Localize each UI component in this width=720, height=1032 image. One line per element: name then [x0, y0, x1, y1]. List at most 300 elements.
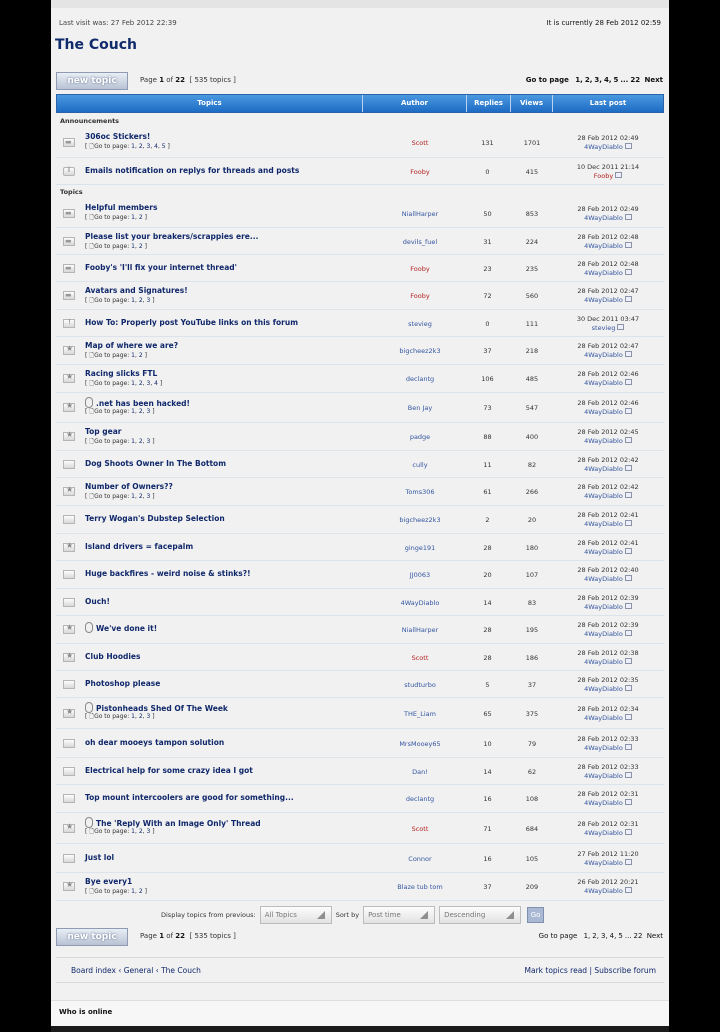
- pagination-top: Go to page 1, 2, 3, 4, 5 ... 22 Next: [525, 76, 663, 84]
- last-post: [549, 790, 667, 808]
- view-latest-post-icon[interactable]: [625, 548, 632, 554]
- view-latest-post-icon[interactable]: [625, 772, 632, 778]
- topic-status-icon: [63, 432, 75, 441]
- view-latest-post-icon[interactable]: [617, 324, 624, 330]
- topic-count: [ 535 topics ]: [189, 932, 236, 940]
- topic-title-wrap: [85, 203, 157, 212]
- last-post-author[interactable]: 4WayDiablo: [584, 269, 623, 277]
- last-post-author[interactable]: 4WayDiablo: [584, 829, 623, 837]
- new-topic-bottom[interactable]: [56, 928, 128, 946]
- topic-title-wrap: [85, 132, 150, 141]
- last-post-author[interactable]: 4WayDiablo: [584, 520, 623, 528]
- topic-pagination: [ 🗋Go to page: 1, 2 ]: [85, 243, 147, 250]
- view-latest-post-icon[interactable]: [625, 744, 632, 750]
- page-link[interactable]: 2: [592, 932, 597, 940]
- last-post: [549, 676, 667, 694]
- last-post-author[interactable]: 4WayDiablo: [584, 799, 623, 807]
- last-post-author[interactable]: 4WayDiablo: [584, 658, 623, 666]
- topic-views: 108: [525, 795, 539, 803]
- view-latest-post-icon[interactable]: [625, 658, 632, 664]
- topic-author[interactable]: Blaze tub tom: [397, 883, 443, 891]
- topic-page-link[interactable]: 3: [146, 493, 151, 500]
- topic-replies: 0: [485, 168, 490, 176]
- topic-author[interactable]: MrsMooey65: [399, 740, 441, 748]
- topic-page-link[interactable]: 1: [131, 438, 135, 445]
- topic-status-icon: [63, 653, 75, 662]
- forum-title[interactable]: The Couch: [55, 37, 138, 53]
- topic-author[interactable]: NiallHarper: [401, 626, 439, 634]
- topic-title-link[interactable]: Electrical help for some crazy idea I got: [85, 766, 253, 775]
- view-latest-post-icon[interactable]: [625, 242, 632, 248]
- topic-author[interactable]: Ben Jay: [407, 404, 433, 412]
- topic-author[interactable]: bigcheez2k3: [399, 347, 441, 355]
- view-latest-post-icon[interactable]: [625, 799, 632, 805]
- last-post-author[interactable]: 4WayDiablo: [584, 887, 623, 895]
- page-link[interactable]: 4: [603, 76, 609, 84]
- topic-views: 560: [525, 292, 539, 300]
- last-post-date: 28 Feb 2012 02:39: [577, 621, 639, 629]
- topic-pagination: [ 🗋Go to page: 1, 2, 3 ]: [85, 828, 155, 835]
- topic-page-link[interactable]: 3: [146, 380, 151, 387]
- page-icon: 🗋: [89, 713, 95, 720]
- last-post-date: 28 Feb 2012 02:47: [577, 287, 639, 295]
- last-post-date: 28 Feb 2012 02:49: [577, 205, 639, 213]
- topic-page-link[interactable]: 3: [146, 143, 151, 150]
- topic-title-link[interactable]: We've done it!: [96, 624, 158, 633]
- topic-page-link[interactable]: 1: [131, 214, 135, 221]
- topic-title-link[interactable]: Please list your breakers/scrappies ere...: [85, 232, 259, 241]
- topic-title-wrap: [85, 542, 193, 551]
- topic-status-icon: [63, 739, 75, 748]
- topic-replies: 61: [483, 488, 492, 496]
- topic-author[interactable]: bigcheez2k3: [399, 516, 441, 524]
- topic-page-link[interactable]: 2: [138, 243, 143, 250]
- col-topics: Topics: [57, 95, 363, 112]
- topic-page-link[interactable]: 1: [131, 380, 135, 387]
- topic-pagination: [ 🗋Go to page: 1, 2, 3 ]: [85, 438, 155, 445]
- pagination-bottom: Go to page 1, 2, 3, 4, 5 ... 22 Next: [538, 932, 663, 940]
- page-icon: 🗋: [89, 888, 95, 895]
- next-link[interactable]: Next: [644, 76, 663, 84]
- topic-page-link[interactable]: 2: [138, 713, 143, 720]
- topic-title-link[interactable]: The 'Reply With an Image Only' Thread: [96, 819, 261, 828]
- topic-title-wrap: [85, 482, 173, 491]
- topic-page-link[interactable]: 3: [146, 297, 151, 304]
- topic-title-link[interactable]: Fooby's 'I'll fix your internet thread': [85, 263, 237, 272]
- new-topic-top[interactable]: [56, 72, 128, 90]
- topic-author[interactable]: Fooby: [410, 168, 430, 176]
- topic-title-link[interactable]: Just lol: [85, 853, 115, 862]
- topic-replies: 31: [483, 238, 492, 246]
- topic-replies: 2: [485, 516, 490, 524]
- topic-status-icon: [63, 403, 75, 412]
- page-link[interactable]: 5: [618, 932, 623, 940]
- topic-page-link[interactable]: 1: [131, 493, 135, 500]
- topic-page-link[interactable]: 2: [138, 408, 143, 415]
- topic-page-link[interactable]: 3: [146, 408, 151, 415]
- topic-status-icon: [63, 794, 75, 803]
- topic-page-link[interactable]: 2: [138, 214, 143, 221]
- topic-row: [56, 644, 664, 671]
- topic-row: [56, 228, 664, 255]
- topic-title-wrap: [85, 341, 178, 350]
- topic-page-link[interactable]: 4: [154, 143, 158, 150]
- page-icon: 🗋: [89, 493, 95, 500]
- topic-title-link[interactable]: oh dear mooeys tampon solution: [85, 738, 225, 747]
- subscribe-forum-link[interactable]: Subscribe forum: [594, 966, 656, 975]
- forum-actions: Mark topics read | Subscribe forum: [524, 966, 656, 975]
- page-ellipsis: ...: [620, 76, 629, 84]
- topic-author[interactable]: 4WayDiablo: [400, 599, 440, 607]
- mark-topics-read-link[interactable]: Mark topics read: [524, 966, 588, 975]
- topic-status-icon: [63, 346, 75, 355]
- view-latest-post-icon[interactable]: [625, 351, 632, 357]
- view-latest-post-icon[interactable]: [625, 296, 632, 302]
- last-post-author[interactable]: 4WayDiablo: [584, 772, 623, 780]
- topic-title-link[interactable]: Huge backfires - weird noise & stinks?!: [85, 569, 251, 578]
- page-link[interactable]: 22: [633, 932, 643, 940]
- topic-title-wrap: [85, 569, 251, 578]
- last-post: [549, 539, 667, 557]
- topic-title-link[interactable]: How To: Properly post YouTube links on this forum: [85, 318, 299, 327]
- topic-replies: 131: [481, 139, 494, 147]
- topic-author[interactable]: Connor: [408, 855, 432, 863]
- topic-author[interactable]: ginge191: [404, 544, 436, 552]
- last-post: [549, 163, 667, 181]
- topic-page-link[interactable]: 1: [131, 243, 135, 250]
- topic-author[interactable]: declantg: [405, 375, 435, 383]
- topic-title-wrap: [85, 597, 110, 606]
- topic-views: 82: [527, 461, 537, 469]
- topic-page-link[interactable]: 2: [138, 380, 143, 387]
- topic-status-icon: [63, 680, 75, 689]
- last-post-author[interactable]: 4WayDiablo: [584, 437, 623, 445]
- page-icon: 🗋: [89, 243, 95, 250]
- page-link[interactable]: 3: [600, 932, 606, 940]
- last-post: [549, 260, 667, 278]
- topic-title-link[interactable]: Pistonheads Shed Of The Week: [96, 704, 228, 713]
- last-post-date: 28 Feb 2012 02:31: [577, 820, 639, 828]
- topic-page-link[interactable]: 1: [131, 713, 135, 720]
- last-post-date: 10 Dec 2011 21:14: [576, 163, 640, 171]
- topic-page-link[interactable]: 5: [161, 143, 166, 150]
- topic-page-link[interactable]: 2: [138, 493, 143, 500]
- new-topic-button[interactable]: new topic: [56, 72, 128, 90]
- topic-title-wrap: [85, 232, 258, 241]
- topic-replies: 10: [483, 740, 492, 748]
- topic-author[interactable]: Fooby: [410, 292, 430, 300]
- topic-page-link[interactable]: 1: [131, 828, 135, 835]
- topic-views: 218: [525, 347, 539, 355]
- topic-status-icon: [63, 543, 75, 552]
- topic-pagination: [ 🗋Go to page: 1, 2, 3 ]: [85, 297, 155, 304]
- topic-page-link[interactable]: 1: [131, 352, 135, 359]
- last-post-author[interactable]: 4WayDiablo: [584, 714, 623, 722]
- last-post: [549, 315, 667, 333]
- view-latest-post-icon[interactable]: [615, 172, 622, 178]
- topic-author[interactable]: stevieg: [408, 320, 432, 328]
- view-latest-post-icon[interactable]: [625, 887, 632, 893]
- topic-pagination: [ 🗋Go to page: 1, 2, 3 ]: [85, 713, 155, 720]
- topic-author[interactable]: declantg: [405, 795, 435, 803]
- page-icon: 🗋: [89, 438, 95, 445]
- topic-status-icon: [63, 709, 75, 718]
- last-post: [549, 287, 667, 305]
- footer-nav: [56, 957, 664, 983]
- view-latest-post-icon[interactable]: [625, 714, 632, 720]
- topic-views: 186: [525, 654, 539, 662]
- topic-title-wrap: [85, 369, 157, 378]
- last-post-date: 28 Feb 2012 02:35: [577, 676, 639, 684]
- top-strip: [51, 0, 669, 8]
- topic-status-icon: [63, 767, 75, 776]
- view-latest-post-icon[interactable]: [625, 603, 632, 609]
- topic-replies: 16: [483, 855, 492, 863]
- topic-title-link[interactable]: Dog Shoots Owner In The Bottom: [85, 459, 227, 468]
- topic-row: [56, 282, 664, 310]
- last-post-author[interactable]: Fooby: [593, 172, 614, 180]
- last-post-author[interactable]: 4WayDiablo: [584, 351, 623, 359]
- topic-page-link[interactable]: 1: [131, 297, 135, 304]
- topic-page-link[interactable]: 2: [138, 828, 143, 835]
- topic-title-link[interactable]: Number of Owners??: [85, 482, 173, 491]
- view-latest-post-icon[interactable]: [625, 465, 632, 471]
- last-post-author[interactable]: 4WayDiablo: [584, 408, 623, 416]
- go-button[interactable]: Go: [527, 907, 544, 923]
- breadcrumb-general[interactable]: General: [123, 966, 154, 975]
- topic-pagination: [ 🗋Go to page: 1, 2, 3 ]: [85, 493, 155, 500]
- last-post-author[interactable]: 4WayDiablo: [584, 685, 623, 693]
- last-post-author[interactable]: 4WayDiablo: [584, 575, 623, 583]
- topic-title-link[interactable]: Racing slicks FTL: [85, 369, 158, 378]
- topic-row: [56, 698, 664, 729]
- last-post: [549, 621, 667, 639]
- order-select[interactable]: Descending: [439, 906, 521, 924]
- topic-views: 62: [527, 768, 537, 776]
- topic-author[interactable]: Toms306: [405, 488, 435, 496]
- topic-title-link[interactable]: Club Hoodies: [85, 652, 141, 661]
- page-link[interactable]: 4: [609, 932, 615, 940]
- last-post-author[interactable]: 4WayDiablo: [584, 630, 623, 638]
- new-topic-button[interactable]: new topic: [56, 928, 128, 946]
- topic-status-icon: [63, 167, 75, 176]
- last-post-date: 28 Feb 2012 02:47: [577, 342, 639, 350]
- topic-views: 235: [525, 265, 539, 273]
- topic-pagination: [ 🗋Go to page: 1, 2 ]: [85, 214, 147, 221]
- last-post-author[interactable]: 4WayDiablo: [584, 548, 623, 556]
- topic-title-link[interactable]: Bye every1: [85, 877, 133, 886]
- topic-status-icon: [63, 291, 75, 300]
- page-icon: 🗋: [89, 828, 95, 835]
- topic-page-link[interactable]: 2: [138, 297, 143, 304]
- topic-replies: 28: [483, 544, 492, 552]
- topic-page-link[interactable]: 3: [146, 828, 151, 835]
- last-post: [549, 205, 667, 223]
- page-link[interactable]: 5: [613, 76, 619, 84]
- topic-views: 107: [525, 571, 539, 579]
- view-latest-post-icon[interactable]: [625, 859, 632, 865]
- topic-page-link[interactable]: 3: [146, 713, 151, 720]
- topic-author[interactable]: Scott: [411, 139, 429, 147]
- last-post-date: 28 Feb 2012 02:41: [577, 511, 639, 519]
- page-link[interactable]: 2: [584, 76, 590, 84]
- who-online-bar: [51, 1000, 669, 1026]
- topic-author[interactable]: JJ0063: [409, 571, 431, 579]
- view-latest-post-icon[interactable]: [625, 492, 632, 498]
- topic-author[interactable]: devils_fuel: [402, 238, 438, 246]
- topic-author[interactable]: Scott: [411, 825, 429, 833]
- breadcrumb-board-index[interactable]: Board index: [71, 966, 116, 975]
- col-author: Author: [363, 95, 467, 112]
- last-post-date: 28 Feb 2012 02:46: [577, 370, 639, 378]
- topic-row: [56, 873, 664, 901]
- view-latest-post-icon[interactable]: [625, 630, 632, 636]
- topic-page-link[interactable]: 1: [131, 143, 135, 150]
- topic-title-link[interactable]: Terry Wogan's Dubstep Selection: [85, 514, 225, 523]
- last-post-author[interactable]: 4WayDiablo: [584, 296, 623, 304]
- topic-author[interactable]: padge: [409, 433, 431, 441]
- page-links: 1, 2, 3, 4, 5 ... 22: [583, 932, 643, 940]
- topic-views: 209: [525, 883, 539, 891]
- last-post-author[interactable]: 4WayDiablo: [584, 492, 623, 500]
- topic-author[interactable]: studturbo: [404, 681, 436, 689]
- dropdown-arrow-icon: [420, 911, 428, 919]
- view-latest-post-icon[interactable]: [625, 520, 632, 526]
- topic-title-link[interactable]: Top mount intercoolers are good for something...: [85, 793, 294, 802]
- topic-page-link[interactable]: 1: [131, 408, 135, 415]
- last-post: [549, 594, 667, 612]
- last-post-author[interactable]: 4WayDiablo: [584, 242, 623, 250]
- topic-title-wrap: [85, 318, 298, 327]
- topic-views: 37: [527, 681, 537, 689]
- topic-title-link[interactable]: Ouch!: [85, 597, 110, 606]
- view-latest-post-icon[interactable]: [625, 829, 632, 835]
- page-icon: 🗋: [89, 297, 95, 304]
- topic-title-wrap: [85, 738, 224, 747]
- topic-page-link[interactable]: 3: [146, 438, 151, 445]
- topic-row: [56, 310, 664, 337]
- page-link[interactable]: 22: [630, 76, 641, 84]
- last-post: [549, 483, 667, 501]
- topic-author[interactable]: THE_Liam: [404, 710, 436, 718]
- view-latest-post-icon[interactable]: [625, 379, 632, 385]
- topic-page-link[interactable]: 2: [138, 888, 143, 895]
- topic-views: 485: [525, 375, 539, 383]
- last-post-date: 28 Feb 2012 02:40: [577, 566, 639, 574]
- topic-title-link[interactable]: 306oc Stickers!: [85, 132, 151, 141]
- topic-title-link[interactable]: Map of where we are?: [85, 341, 179, 350]
- topic-table-header: [56, 94, 664, 113]
- topic-page-link[interactable]: 2: [138, 143, 143, 150]
- topic-row: [56, 506, 664, 534]
- last-post-date: 28 Feb 2012 02:48: [577, 233, 639, 241]
- last-post-author[interactable]: 4WayDiablo: [584, 143, 623, 151]
- topic-row: [56, 199, 664, 228]
- next-link[interactable]: Next: [646, 932, 663, 940]
- topic-status-icon: [63, 209, 75, 218]
- topic-row: [56, 785, 664, 813]
- attachment-icon: [85, 622, 93, 633]
- topic-author[interactable]: Fooby: [410, 265, 430, 273]
- topic-page-link[interactable]: 1: [131, 888, 135, 895]
- last-post-author[interactable]: 4WayDiablo: [584, 465, 623, 473]
- topic-status-icon: [63, 824, 75, 833]
- last-post-date: 28 Feb 2012 02:41: [577, 539, 639, 547]
- view-latest-post-icon[interactable]: [625, 143, 632, 149]
- topic-title-link[interactable]: Top gear: [85, 427, 122, 436]
- page-link[interactable]: 1: [583, 932, 589, 940]
- topic-author[interactable]: cully: [412, 461, 428, 469]
- topic-title-link[interactable]: Helpful members: [85, 203, 158, 212]
- view-latest-post-icon[interactable]: [625, 408, 632, 414]
- topic-views: 684: [525, 825, 539, 833]
- topic-row: [56, 337, 664, 365]
- dropdown-arrow-icon: [317, 911, 325, 919]
- topic-page-link[interactable]: 2: [138, 438, 143, 445]
- topic-pagination: [ 🗋Go to page: 1, 2 ]: [85, 888, 147, 895]
- view-latest-post-icon[interactable]: [625, 575, 632, 581]
- topic-views: 180: [525, 544, 539, 552]
- topic-replies: 28: [483, 626, 492, 634]
- topic-replies: 73: [483, 404, 492, 412]
- page-link[interactable]: 1: [575, 76, 581, 84]
- view-latest-post-icon[interactable]: [625, 214, 632, 220]
- last-post-author[interactable]: 4WayDiablo: [584, 379, 623, 387]
- topic-title-link[interactable]: Photoshop please: [85, 679, 161, 688]
- last-post-author[interactable]: 4WayDiablo: [584, 214, 623, 222]
- display-options: [161, 905, 544, 925]
- topic-author[interactable]: Dan!: [412, 768, 428, 776]
- last-post-author[interactable]: stevieg: [591, 324, 616, 332]
- range-select[interactable]: All Topics: [260, 906, 332, 924]
- topic-author[interactable]: Scott: [411, 654, 429, 662]
- topic-page-link[interactable]: 2: [138, 352, 143, 359]
- topic-views: 79: [527, 740, 537, 748]
- topic-author[interactable]: NiallHarper: [401, 210, 439, 218]
- topic-views: 266: [525, 488, 539, 496]
- last-post: [549, 342, 667, 360]
- view-latest-post-icon[interactable]: [625, 685, 632, 691]
- topic-title-link[interactable]: .net has been hacked!: [96, 399, 190, 408]
- topic-page-link[interactable]: 4: [154, 380, 158, 387]
- last-post-date: 28 Feb 2012 02:39: [577, 594, 639, 602]
- topic-replies: 37: [483, 347, 492, 355]
- topic-row: [56, 128, 664, 158]
- topic-title-link[interactable]: Avatars and Signatures!: [85, 286, 188, 295]
- forum-page: [51, 0, 669, 1032]
- topic-title-wrap: [85, 766, 253, 775]
- last-post-date: 28 Feb 2012 02:33: [577, 763, 639, 771]
- page-link[interactable]: 3: [594, 76, 600, 84]
- topic-views: 83: [527, 599, 537, 607]
- topic-row: [56, 729, 664, 758]
- last-post-author[interactable]: 4WayDiablo: [584, 859, 623, 867]
- topic-replies: 28: [483, 654, 492, 662]
- view-latest-post-icon[interactable]: [625, 437, 632, 443]
- last-post-author[interactable]: 4WayDiablo: [584, 744, 623, 752]
- view-latest-post-icon[interactable]: [625, 269, 632, 275]
- topic-title-link[interactable]: Island drivers = facepalm: [85, 542, 194, 551]
- topic-title-link[interactable]: Emails notification on replys for threads and posts: [85, 166, 300, 175]
- topic-views: 195: [525, 626, 539, 634]
- last-post-author[interactable]: 4WayDiablo: [584, 603, 623, 611]
- last-post-date: 28 Feb 2012 02:42: [577, 456, 639, 464]
- breadcrumb-the-couch[interactable]: The Couch: [161, 966, 201, 975]
- topic-status-icon: [63, 882, 75, 891]
- topic-replies: 0: [485, 320, 490, 328]
- sort-select[interactable]: Post time: [363, 906, 435, 924]
- topic-row: [56, 478, 664, 506]
